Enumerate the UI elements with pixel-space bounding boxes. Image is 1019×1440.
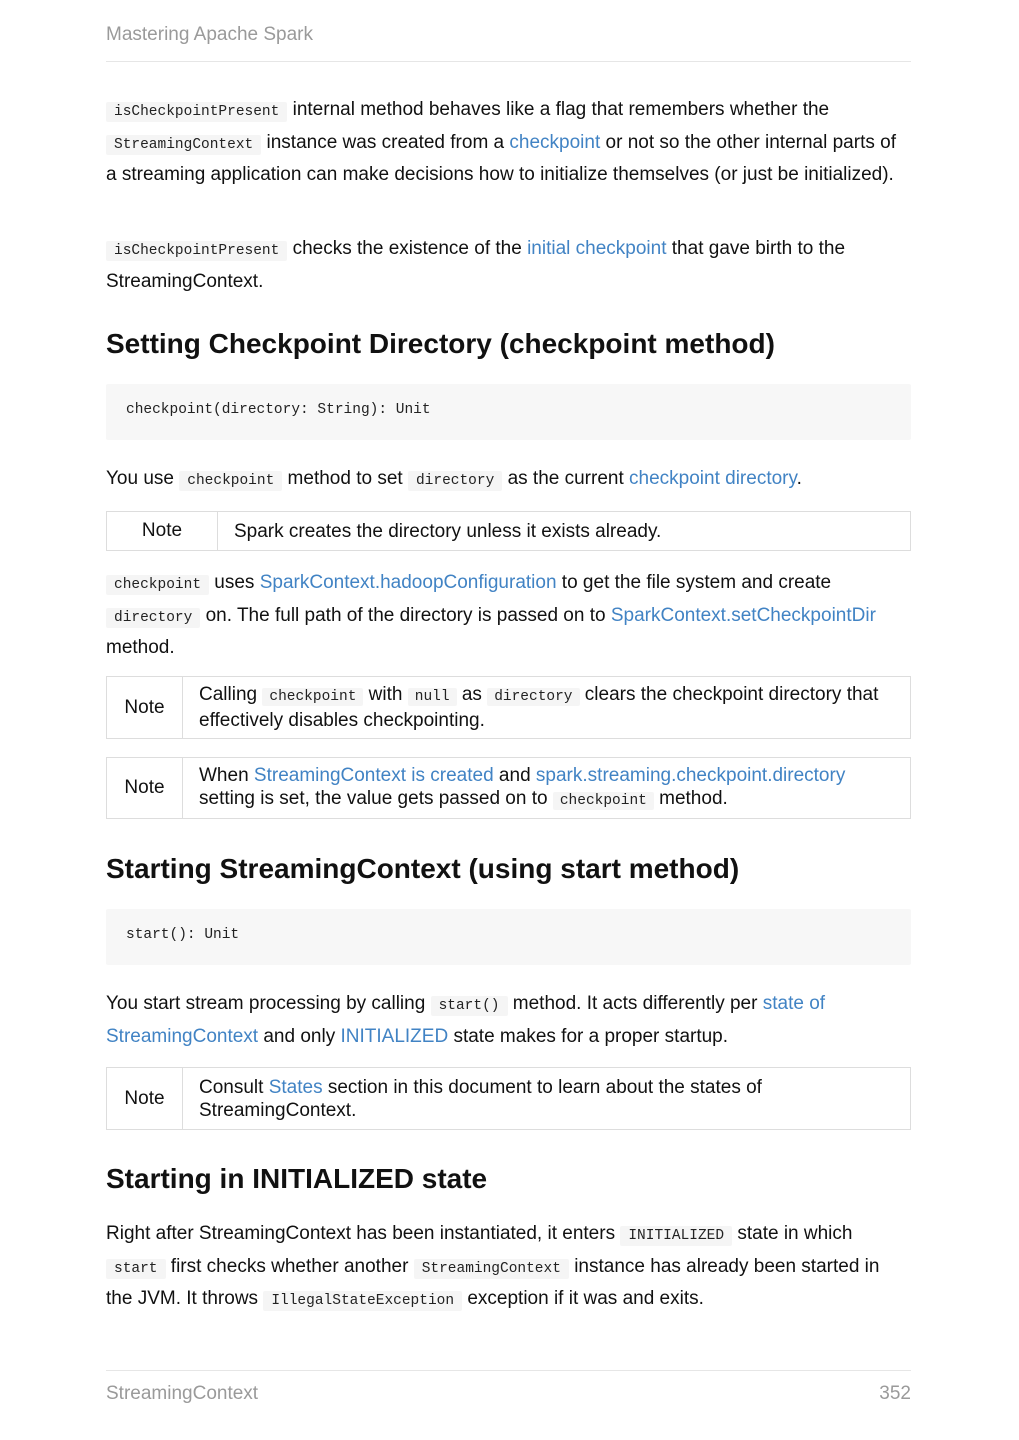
note-text <box>218 512 677 550</box>
inline-code: start <box>106 1259 166 1279</box>
text: You start stream processing by calling <box>106 993 431 1014</box>
paragraph <box>106 568 911 664</box>
text: clears the checkpoint directory that effectively disables checkpointing. <box>199 684 879 731</box>
link[interactable]: checkpoint <box>509 131 601 153</box>
inline-code: IllegalStateException <box>263 1291 462 1311</box>
note-label: Note <box>107 677 183 738</box>
text: uses <box>209 572 260 593</box>
text: first checks whether another <box>165 1255 414 1277</box>
text: setting is set, the value gets passed on to <box>199 787 553 809</box>
text: state in which <box>732 1223 853 1244</box>
link[interactable]: INITIALIZED <box>340 1025 449 1047</box>
text: You use <box>106 468 180 489</box>
header-divider <box>106 61 911 62</box>
link[interactable]: States <box>268 1076 323 1098</box>
inline-code: StreamingContext <box>414 1259 569 1279</box>
text: state makes for a proper startup. <box>448 1025 729 1047</box>
note-label: Note <box>107 512 218 550</box>
inline-code: StreamingContext <box>106 135 261 155</box>
note-text <box>183 677 910 738</box>
text: Right after StreamingContext has been instantiated, it enters <box>106 1223 621 1244</box>
text: section in this document to learn about the states of StreamingContext. <box>199 1076 762 1121</box>
text: Spark creates the directory unless it exists already. <box>234 520 662 542</box>
note-text <box>183 1068 910 1129</box>
text: method to set <box>282 468 408 489</box>
note-label: Note <box>107 1068 183 1129</box>
paragraph <box>106 989 911 1052</box>
note-box <box>106 511 911 551</box>
footer-divider <box>106 1370 911 1371</box>
link[interactable]: initial checkpoint <box>527 238 667 259</box>
paragraph <box>106 95 911 191</box>
text: that gave birth to the StreamingContext. <box>106 238 846 292</box>
text: method. <box>106 637 175 659</box>
link[interactable]: SparkContext.hadoopConfiguration <box>259 572 557 593</box>
inline-code: checkpoint <box>106 575 209 595</box>
inline-code: directory <box>106 608 200 628</box>
link[interactable]: StreamingContext is created <box>253 764 494 786</box>
text: Consult <box>199 1076 269 1098</box>
text: instance was created from a <box>261 131 510 153</box>
paragraph <box>106 464 911 497</box>
link[interactable]: state of StreamingContext <box>106 993 826 1047</box>
text: internal method behaves like a flag that remembers whether the <box>287 99 830 120</box>
section-heading: Starting in INITIALIZED state <box>106 1163 488 1194</box>
text: checks the existence of the <box>287 238 528 259</box>
inline-code: checkpoint <box>262 688 363 706</box>
text: to get the file system and create <box>556 572 832 593</box>
inline-code: directory <box>487 688 579 706</box>
text: with <box>363 684 408 705</box>
text: Calling <box>199 684 263 705</box>
text: on. The full path of the directory is passed on to <box>200 604 611 626</box>
inline-code: start() <box>431 996 508 1016</box>
code-block: checkpoint(directory: String): Unit <box>106 384 911 440</box>
text: and only <box>258 1025 341 1047</box>
running-header: Mastering Apache Spark <box>106 24 314 45</box>
link[interactable]: spark.streaming.checkpoint.directory <box>535 764 846 786</box>
text: or not so the other internal parts of a streaming application can make decisions how to initialize themselves (or just be initialized). <box>106 131 896 186</box>
text: exception if it was and exits. <box>462 1288 704 1310</box>
text: method. <box>653 787 728 809</box>
note-text <box>183 758 910 818</box>
note-box <box>106 1067 911 1130</box>
note-label: Note <box>107 758 183 818</box>
inline-code: checkpoint <box>553 792 654 810</box>
text: as <box>456 684 488 705</box>
page-number: 352 <box>879 1383 911 1404</box>
text: method. It acts differently per <box>507 993 763 1014</box>
code-block: start(): Unit <box>106 909 911 965</box>
text: . <box>796 468 802 489</box>
text: When <box>199 764 254 786</box>
section-heading: Starting StreamingContext (using start method) <box>106 853 740 884</box>
inline-code: directory <box>408 471 502 491</box>
inline-code: INITIALIZED <box>620 1226 732 1246</box>
footer-section: StreamingContext <box>106 1383 259 1404</box>
inline-code: isCheckpointPresent <box>106 102 287 122</box>
link[interactable]: checkpoint directory <box>629 468 797 489</box>
inline-code: null <box>408 688 457 706</box>
text: as the current <box>502 468 630 489</box>
text: instance has already been started in the JVM. It throws <box>106 1255 880 1310</box>
note-box <box>106 676 911 739</box>
inline-code: checkpoint <box>179 471 282 491</box>
link[interactable]: SparkContext.setCheckpointDir <box>610 604 876 626</box>
inline-code: isCheckpointPresent <box>106 241 287 261</box>
paragraph <box>106 234 911 297</box>
paragraph <box>106 1219 911 1317</box>
section-heading: Setting Checkpoint Directory (checkpoint method) <box>106 328 775 359</box>
text: and <box>493 764 536 786</box>
note-box <box>106 757 911 819</box>
